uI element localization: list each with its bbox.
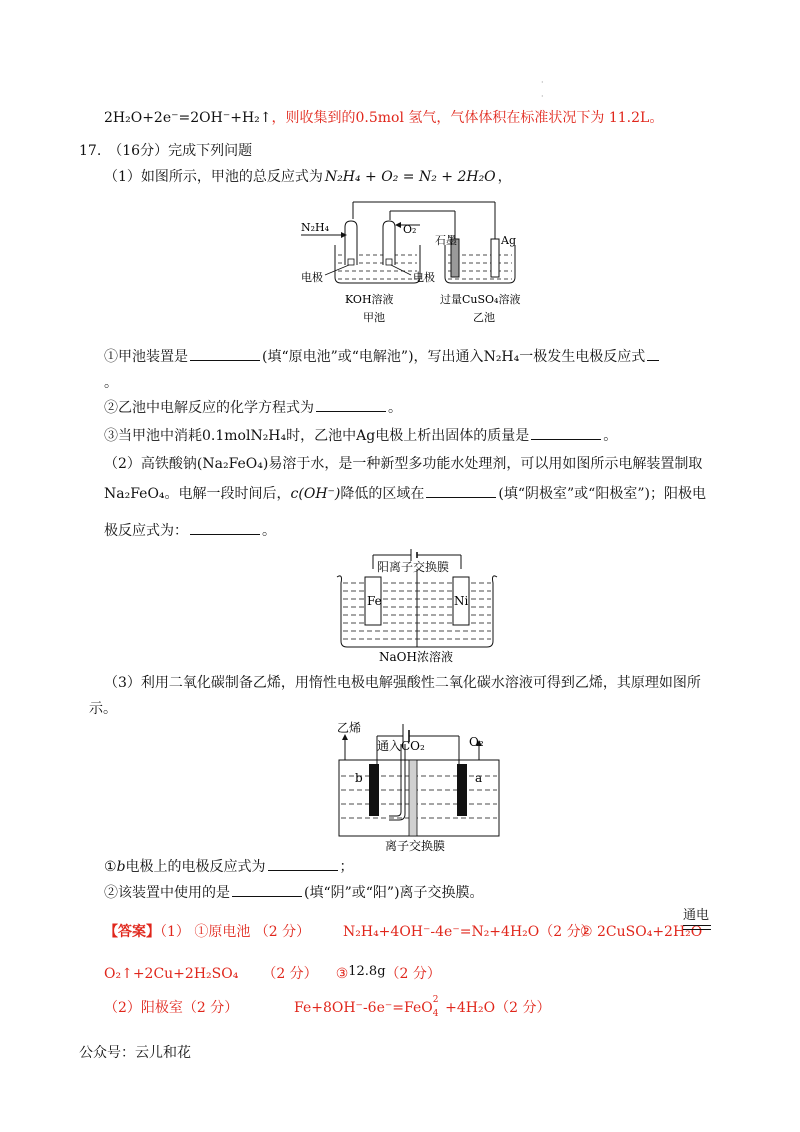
formula: c(OH⁻) <box>290 486 341 502</box>
text: (填“原电池”或“电解池”)，写出通入 <box>262 349 484 365</box>
ag-label: Ag <box>501 234 516 247</box>
subquestion-1 <box>104 346 661 367</box>
graphite-label: 石墨 <box>435 234 457 247</box>
text: 。 <box>603 428 618 444</box>
pool-b-label: 乙池 <box>473 311 495 324</box>
text: 极反应式为： <box>104 523 188 539</box>
reaction-equation: N₂H₄ + O₂ = N₂ + 2H₂O <box>324 169 496 185</box>
superscript: 2 <box>432 995 439 1005</box>
answer-blank[interactable] <box>426 483 496 498</box>
subquestion-3 <box>104 425 617 446</box>
electrode-label-left: 电极 <box>301 271 323 284</box>
electrode-b-label: b <box>355 771 363 785</box>
scan-mark: · <box>541 78 544 87</box>
formula: Ag <box>356 428 376 444</box>
answer-text: Fe+8OH⁻-6e⁻=FeO <box>294 1000 433 1016</box>
co2-label: 通入CO₂ <box>377 739 425 753</box>
answer-value: 12.8g <box>348 964 386 979</box>
text: 降低的区域在 <box>340 486 425 502</box>
formula: Na₂FeO₄ <box>104 486 165 502</box>
electrode-a-label: a <box>475 771 483 785</box>
text: ， <box>497 169 512 185</box>
answer-text: ，则收集到的0.5mol 氢气，气体体积在标准状况下为 11.2L。 <box>271 110 664 126</box>
cuso4-label: 过量CuSO₄溶液 <box>440 293 521 306</box>
condition-label: 通电 <box>683 908 710 923</box>
fe-label: Fe <box>367 594 382 608</box>
answer-blank[interactable] <box>268 856 338 871</box>
answer-line-3 <box>104 998 238 1018</box>
n2h4-label: N₂H₄ <box>301 221 330 234</box>
ni-label: Ni <box>454 594 469 608</box>
text: 一极发生电极反应式 <box>519 349 646 365</box>
scan-mark: · <box>541 92 544 101</box>
answer-blank[interactable] <box>531 425 601 440</box>
answer-blank[interactable] <box>647 346 659 361</box>
text: 。 <box>262 523 276 539</box>
answer-continuation <box>104 108 663 128</box>
text: ②该装置中使用的是 <box>104 885 230 901</box>
footer-wechat: 公众号：云儿和花 <box>79 1045 191 1061</box>
answer-equation-3 <box>294 995 551 1019</box>
figure-co2-electrolysis <box>331 716 511 852</box>
text: ①甲池装置是 <box>104 349 188 365</box>
answer-line-2 <box>104 964 441 985</box>
answer-text: O₂↑+2Cu+2H₂SO₄ <box>104 966 239 982</box>
o2-label: O₂ <box>469 735 484 749</box>
subquestion-4 <box>104 856 354 877</box>
text: 。电解一段时间后， <box>164 486 291 502</box>
question-header: 17. （16分）完成下列问题 <box>79 143 253 159</box>
electrode-label-right: 电极 <box>413 271 435 284</box>
part1-intro <box>104 167 512 187</box>
part2-intro: （2）高铁酸钠(Na₂FeO₄)易溶于水，是一种新型多功能水处理剂，可以用如图所示电解装置制取 <box>104 456 703 472</box>
formula: N₂H₄ <box>483 349 520 365</box>
ethylene-label: 乙烯 <box>337 721 362 735</box>
equals-sign <box>683 925 711 930</box>
answer-line-1 <box>104 922 310 942</box>
text: ； <box>339 859 354 875</box>
text: 电极上的电极反应式为 <box>125 859 266 875</box>
equation-text: 2H₂O+2e⁻=2OH⁻+H₂↑ <box>104 110 272 126</box>
part3-line2: 示。 <box>89 701 117 717</box>
answer-blank[interactable] <box>190 520 260 535</box>
text: （1）如图所示，甲池的总反应式为 <box>104 169 323 185</box>
answer-text: ③ <box>335 966 349 982</box>
period-text: 。 <box>104 375 118 391</box>
answer-text: （2 分） <box>385 966 441 982</box>
part3-intro: （3）利用二氧化碳制备乙烯，用惰性电极电解强酸性二氧化碳水溶液可得到乙烯，其原理如图所 <box>104 675 701 691</box>
part2-line2 <box>104 483 706 504</box>
answer-text: +4H₂O（2 分） <box>440 1000 551 1016</box>
text: ②乙池中电解反应的化学方程式为 <box>104 400 314 416</box>
answer-label: 【答案】 <box>104 924 160 940</box>
subquestion-5 <box>104 882 484 903</box>
part2-line3 <box>104 520 276 541</box>
subscript: 4 <box>432 1009 439 1019</box>
formula: b <box>116 859 126 875</box>
text: ① <box>104 859 117 875</box>
pool-a-label: 甲池 <box>363 311 385 324</box>
answer-text: （1） ①原电池 （2 分） <box>160 924 311 940</box>
figure-fuel-cell-electrolysis <box>295 193 545 333</box>
ion-membrane-label: 离子交换膜 <box>385 839 446 852</box>
subquestion-2 <box>104 397 402 418</box>
answer-text: （2）阳极室（2 分） <box>104 1000 239 1016</box>
answer-blank[interactable] <box>316 397 386 412</box>
answer-blank[interactable] <box>232 882 302 897</box>
naoh-label: NaOH浓溶液 <box>379 650 453 664</box>
figure-electrolysis-cell <box>333 543 503 665</box>
text: (填“阴极室”或“阳极室”)；阳极电 <box>498 486 706 502</box>
answer-equation-1: N₂H₄+4OH⁻-4e⁻=N₂+4H₂O（2 分） <box>343 924 595 940</box>
answer-equation-2: ② 2CuSO₄+2H₂O <box>580 924 703 940</box>
answer-blank[interactable] <box>190 346 260 361</box>
koh-label: KOH溶液 <box>345 293 394 306</box>
o2-label: O₂ <box>403 223 417 236</box>
text: (填“阴”或“阳”)离子交换膜。 <box>304 885 484 901</box>
answer-text: （2 分） <box>262 966 318 982</box>
text: 电极上析出固体的质量是 <box>375 428 530 444</box>
membrane-label: 阳离子交换膜 <box>377 560 450 574</box>
text: 时，乙池中 <box>286 428 357 444</box>
formula: 0.1molN₂H₄ <box>202 428 287 444</box>
text: ③当甲池中消耗 <box>104 428 202 444</box>
text: 。 <box>388 400 402 416</box>
